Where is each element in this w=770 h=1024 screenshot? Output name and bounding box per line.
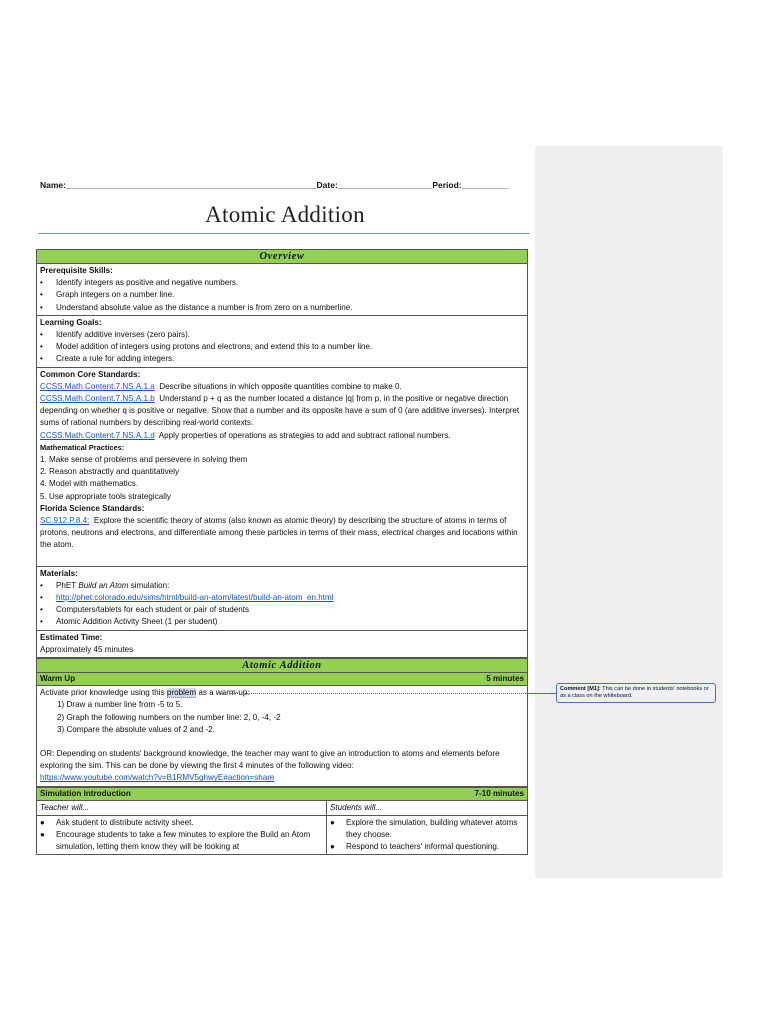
- warmup-cell: [37, 686, 527, 786]
- standard-item: CCSS.Math.Content.7.NS.A.1.b Understand p + q as the number located a distance |q| from p, in the positive or negative direction depending on whether q is positive or negative. Show that a number and its opposite have a sum of 0 (are additive inverses). Interpret sums of rational numbers by describing real-world contexts.: [40, 394, 520, 428]
- student-column: [327, 816, 527, 855]
- comment-balloon[interactable]: [556, 683, 716, 703]
- activity-heading: Atomic Addition: [37, 658, 527, 673]
- time-label: Estimated Time:: [40, 632, 103, 642]
- document-title: Atomic Addition: [205, 202, 365, 227]
- list-item: • Understand absolute value as the distance a number is from zero on a numberline.: [40, 302, 353, 312]
- list-item: ● Respond to teachers' informal questioning.: [330, 842, 500, 852]
- role-header-row: [37, 801, 527, 816]
- list-item: • PhET Build an Atom simulation:: [40, 580, 170, 590]
- list-item: • Atomic Addition Activity Sheet (1 per student): [40, 617, 218, 627]
- comment-text: This can be done in students' notebooks or as a class on the whiteboard.: [560, 686, 709, 700]
- student-heading: Students will...: [330, 802, 383, 812]
- comment-author: Comment [M1]:: [560, 686, 601, 692]
- list-item: • Create a rule for adding integers.: [40, 354, 175, 364]
- warmup-intro: Activate prior knowledge using this problem as a warm-up:: [40, 688, 250, 698]
- warmup-or-text: OR: Depending on students' background knowledge, the teacher may want to give an introduction to atoms and elements before exploring the sim. This can be done by viewing the first 4 minutes of the following video:: [40, 748, 500, 771]
- warmup-step: 1) Draw a number line from -5 to 5.: [57, 700, 183, 710]
- teacher-column: [37, 816, 327, 855]
- list-item: • Model addition of integers using protons and electrons, and extend this to a number line.: [40, 342, 373, 352]
- prerequisite-cell: [37, 264, 527, 316]
- phet-link[interactable]: http://phet.colorado.edu/sims/html/build-an-atom/latest/build-an-atom_en.html: [56, 593, 334, 603]
- list-item: • Identify additive inverses (zero pairs).: [40, 330, 191, 340]
- florida-link[interactable]: SC.912.P.8.4:: [40, 516, 90, 526]
- warmup-label: Warm Up: [40, 674, 76, 684]
- warmup-step: 3) Compare the absolute values of 2 and -2.: [57, 724, 215, 734]
- practice-item: 4. Model with mathematics.: [40, 479, 139, 489]
- prereq-label: Prerequisite Skills:: [40, 266, 113, 275]
- practices-label: Mathematical Practices:: [40, 442, 125, 452]
- role-content-row: [37, 816, 527, 855]
- standard-link[interactable]: CCSS.Math.Content.7.NS.A.1.d: [40, 430, 155, 440]
- time-value: Approximately 45 minutes: [40, 644, 134, 654]
- practice-item: 2. Reason abstractly and quantitatively: [40, 467, 180, 477]
- simulation-time: 7-10 minutes: [474, 788, 524, 798]
- standard-link[interactable]: CCSS.Math.Content.7.NS.A.1.b: [40, 394, 155, 404]
- warmup-step: 2) Graph the following numbers on the number line: 2, 0, -4, -2: [57, 712, 281, 722]
- standard-item: CCSS.Math.Content.7.NS.A.1.a Describe situations in which opposite quantities combine to make 0.: [40, 381, 402, 391]
- comment-anchor-line: [216, 693, 556, 694]
- commented-text[interactable]: problem: [166, 688, 197, 698]
- learning-goals-cell: [37, 316, 527, 368]
- materials-label: Materials:: [40, 568, 78, 578]
- simulation-row: [37, 787, 527, 801]
- list-item: ● Ask student to distribute activity sheet.: [40, 817, 194, 827]
- practice-item: 1. Make sense of problems and persevere in solving them: [40, 455, 248, 465]
- florida-standard: SC.912.P.8.4: Explore the scientific theory of atoms (also known as atomic theory) by describing the structure of atoms in terms of protons, neutrons and electrons, and differentiate among these particles in terms of their mass, electrical charges and locations within the atom.: [40, 516, 518, 550]
- standards-cell: [37, 368, 527, 567]
- simulation-label: Simulation Introduction: [40, 788, 131, 798]
- goals-label: Learning Goals:: [40, 317, 102, 327]
- title-underline: [38, 233, 530, 234]
- practice-item: 5. Use appropriate tools strategically: [40, 491, 171, 501]
- list-item: • Computers/tablets for each student or pair of students: [40, 605, 250, 615]
- standard-item: CCSS.Math.Content.7.NS.A.1.d Apply properties of operations as strategies to add and subtract rational numbers.: [40, 430, 451, 440]
- comment-connector: [526, 693, 556, 694]
- list-item: ● Encourage students to take a few minutes to explore the Build an Atom simulation, letting them know they will be looking at: [40, 829, 311, 852]
- list-item: • Identify integers as positive and negative numbers.: [40, 278, 239, 288]
- florida-label: Florida Science Standards:: [40, 503, 145, 513]
- video-link[interactable]: https://www.youtube.com/watch?v=B1RMV5ghwyE#action=share: [40, 773, 275, 783]
- estimated-time-cell: [37, 631, 527, 658]
- comment-pane: [535, 146, 723, 878]
- materials-cell: [37, 567, 527, 631]
- list-item: ● Explore the simulation, building whatever atoms they choose.: [330, 817, 518, 839]
- ccss-label: Common Core Standards:: [40, 369, 141, 379]
- name-date-period-line: Name:_____________________________________________________Date:____________________Period:__________: [40, 180, 509, 190]
- list-item: • Graph integers on a number line.: [40, 290, 175, 300]
- standard-link[interactable]: CCSS.Math.Content.7.NS.A.1.a: [40, 381, 155, 391]
- teacher-heading: Teacher will...: [37, 801, 327, 815]
- lesson-table: [36, 249, 528, 855]
- warmup-row: [37, 673, 527, 686]
- warmup-time: 5 minutes: [486, 674, 524, 684]
- list-item: • http://phet.colorado.edu/sims/html/build-an-atom/latest/build-an-atom_en.html: [40, 592, 524, 604]
- overview-heading: Overview: [37, 250, 527, 264]
